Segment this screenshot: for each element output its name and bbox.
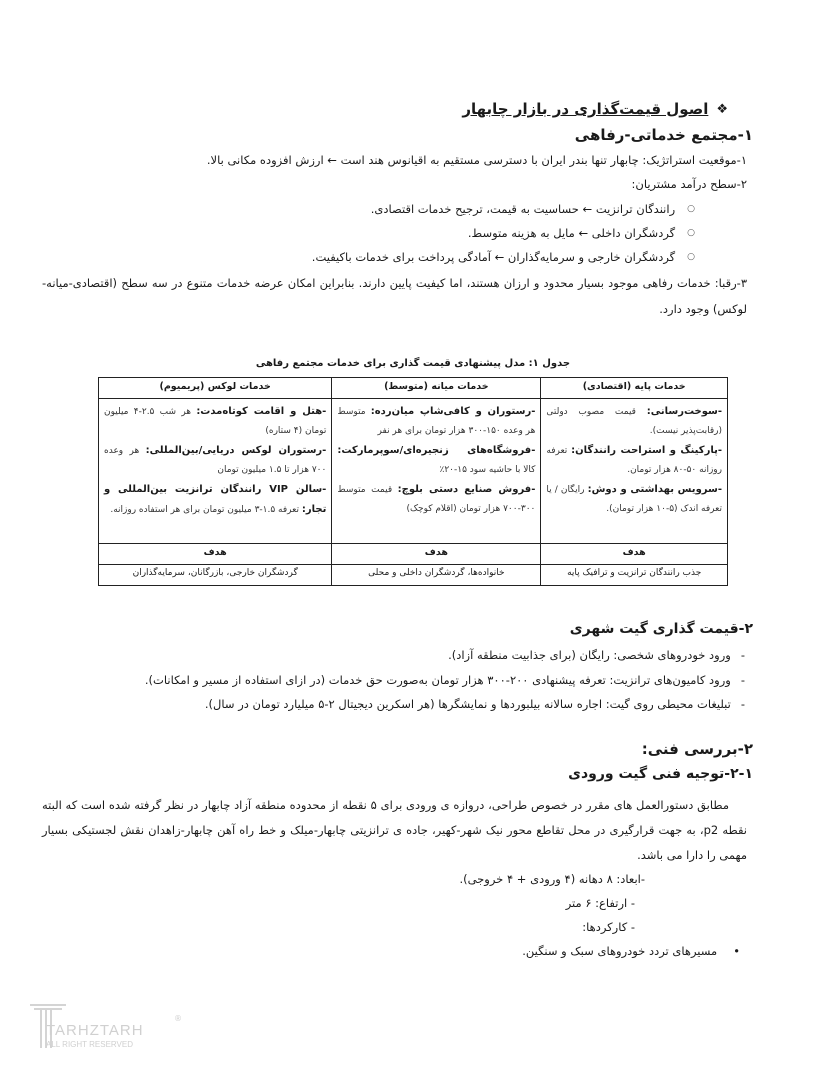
- watermark-logo: [28, 1000, 188, 1055]
- goal-header-row: [99, 544, 728, 565]
- service-item: -فروش صنایع دستی بلوچ: قیمت متوسط ۳۰۰-۷۰۰ هزار تومان (اقلام کوچک): [337, 484, 536, 514]
- column-header-basic: خدمات پایه (اقتصادی): [541, 378, 728, 399]
- service-item: -سرویس بهداشتی و دوش: رایگان / یا تعرفه اندک (۵-۱۰ هزار تومان).: [546, 484, 722, 514]
- goal-label: هدف: [332, 544, 541, 565]
- goal-label: هدف: [99, 544, 332, 565]
- watermark-brand: TARHZTARH: [46, 1022, 144, 1039]
- list-item-text: مسیرهای تردد خودروهای سبک و سنگین.: [522, 944, 718, 958]
- watermark-rights: ALL RIGHT RESERVED: [46, 1040, 133, 1049]
- list-item: [312, 246, 695, 268]
- column-header-mid: خدمات میانه (متوسط): [332, 378, 541, 399]
- list-item-text: ورود خودروهای شخصی: رایگان (برای جذابیت منطقه آزاد).: [448, 648, 731, 662]
- column-header-luxury: خدمات لوکس (پریمیوم): [99, 378, 332, 399]
- spec-functions: - کارکردها:: [582, 920, 635, 934]
- goal-luxury: گردشگران خارجی، بازرگانان، سرمایه‌گذاران: [99, 565, 332, 586]
- table-row: [99, 399, 728, 544]
- service-item: -فروشگاه‌های زنجیره‌ای/سوپرمارکت: کالا با حاشیه سود ۱۵-۲۰٪: [337, 445, 536, 475]
- service-item: -پارکینگ و استراحت رانندگان: تعرفه روزانه ۵۰-۸۰ هزار تومان.: [546, 445, 722, 475]
- list-item-text: ورود کامیون‌های ترانزیت: تعرفه پیشنهادی ۲۰۰-۳۰۰ هزار تومان به‌صورت حق خدمات (در ازای استفاده از مسیر و امکانات).: [144, 673, 731, 687]
- dash-bullet: -: [740, 673, 745, 687]
- list-item: [468, 222, 695, 244]
- list-item-text: رانندگان ترانزیت ← حساسیت به قیمت، ترجیح خدمات اقتصادی.: [370, 202, 676, 216]
- list-item: [522, 944, 740, 958]
- goal-basic: جذب رانندگان ترانزیت و ترافیک پایه: [541, 565, 728, 586]
- section-heading-gate-pricing: ۲-قیمت گذاری گیت شهری: [569, 621, 753, 637]
- circle-bullet-icon: ○: [687, 228, 695, 238]
- spec-dimensions: -ابعاد: ۸ دهانه (۴ ورودی + ۴ خروجی).: [459, 872, 645, 886]
- list-item-text: گردشگران داخلی ← مایل به هزینه متوسط.: [467, 226, 676, 240]
- dash-bullet: -: [740, 697, 745, 711]
- cell-mid-services: [332, 399, 541, 544]
- cell-basic-services: [541, 399, 728, 544]
- list-item-text: تبلیغات محیطی روی گیت: اجاره سالانه بیلبوردها و نمایشگرها (هر اسکرین دیجیتال ۲-۵ میلیارد تومان در سال).: [204, 697, 731, 711]
- table-caption: جدول ۱: مدل پیشنهادی قیمت گذاری برای خدمات مجتمع رفاهی: [255, 358, 571, 369]
- circle-bullet-icon: ○: [687, 204, 695, 214]
- registered-icon: ®: [174, 1014, 182, 1023]
- cell-luxury-services: [99, 399, 332, 544]
- service-item: -رستوران لوکس دریایی/بین‌المللی: هر وعده ۷۰۰ هزار تا ۱.۵ میلیون تومان: [104, 445, 327, 475]
- service-item: -هتل و اقامت کوتاه‌مدت: هر شب ۲.۵-۴ میلیون تومان (۴ ستاره): [104, 406, 327, 436]
- dot-bullet-icon: •: [733, 944, 740, 958]
- list-item: [205, 697, 745, 711]
- paragraph-competitors: ۳-رقبا: خدمات رفاهی موجود بسیار محدود و ارزان هستند، اما کیفیت پایین دارند. بنابراین امکان عرضه خدمات متنوع در سه سطح (اقتصادی-میانه-لوکس) وجود دارد.: [42, 276, 747, 316]
- list-item: [145, 673, 745, 687]
- service-item: -سالن VIP رانندگان ترانزیت بین‌المللی و تجار: تعرفه ۱.۵-۳ میلیون تومان برای هر استفاده روزانه.: [104, 484, 327, 515]
- section-heading-complex: ۱-مجتمع خدماتی-رفاهی: [574, 126, 753, 144]
- list-item: [448, 648, 745, 662]
- pricing-table: [98, 377, 728, 586]
- goal-label: هدف: [541, 544, 728, 565]
- paragraph-income-level: ۲-سطح درآمد مشتریان:: [631, 177, 747, 191]
- goal-row: [99, 565, 728, 586]
- table-header-row: [99, 378, 728, 399]
- list-item: [371, 198, 695, 220]
- paragraph-gate-justification: مطابق دستورالعمل های مقرر در خصوص طراحی، دروازه ی ورودی برای ۵ نقطه از محدوده منطقه آزاد چابهار در نظر گرفته شده است که البته نقطه p2، به جهت قرارگیری در محل تقاطع محور نیک شهر-کهیر، جاده ی ترانزیتی چابهار-میلک و خط راه آهن چابهار-زاهدان نقش لجستیکی بسیار مهمی را دارا می باشد.: [42, 798, 747, 862]
- goal-mid: خانواده‌ها، گردشگران داخلی و محلی: [332, 565, 541, 586]
- page-title: [462, 100, 728, 118]
- list-item-text: گردشگران خارجی و سرمایه‌گذاران ← آمادگی پرداخت برای خدمات باکیفیت.: [311, 250, 676, 264]
- subsection-heading-gate: ۲-۱-توجیه فنی گیت ورودی: [568, 766, 753, 782]
- diamond-bullet-icon: ❖: [716, 101, 728, 117]
- circle-bullet-icon: ○: [687, 252, 695, 262]
- service-item: -سوخت‌رسانی: قیمت مصوب دولتی (رقابت‌پذیر نیست).: [546, 406, 722, 436]
- spec-height: - ارتفاع: ۶ متر: [565, 896, 635, 910]
- paragraph-strategic-location: ۱-موقعیت استراتژیک: چابهار تنها بندر ایران با دسترسی مستقیم به اقیانوس هند است ← ارزش افزوده مکانی بالا.: [206, 153, 747, 167]
- title-text: اصول قیمت‌گذاری در بازار چابهار: [462, 100, 709, 118]
- section-heading-technical: ۲-بررسی فنی:: [641, 740, 753, 758]
- dash-bullet: -: [740, 648, 745, 662]
- service-item: -رستوران و کافی‌شاپ میان‌رده: متوسط هر وعده ۱۵۰-۳۰۰ هزار تومان برای هر نفر: [337, 406, 536, 436]
